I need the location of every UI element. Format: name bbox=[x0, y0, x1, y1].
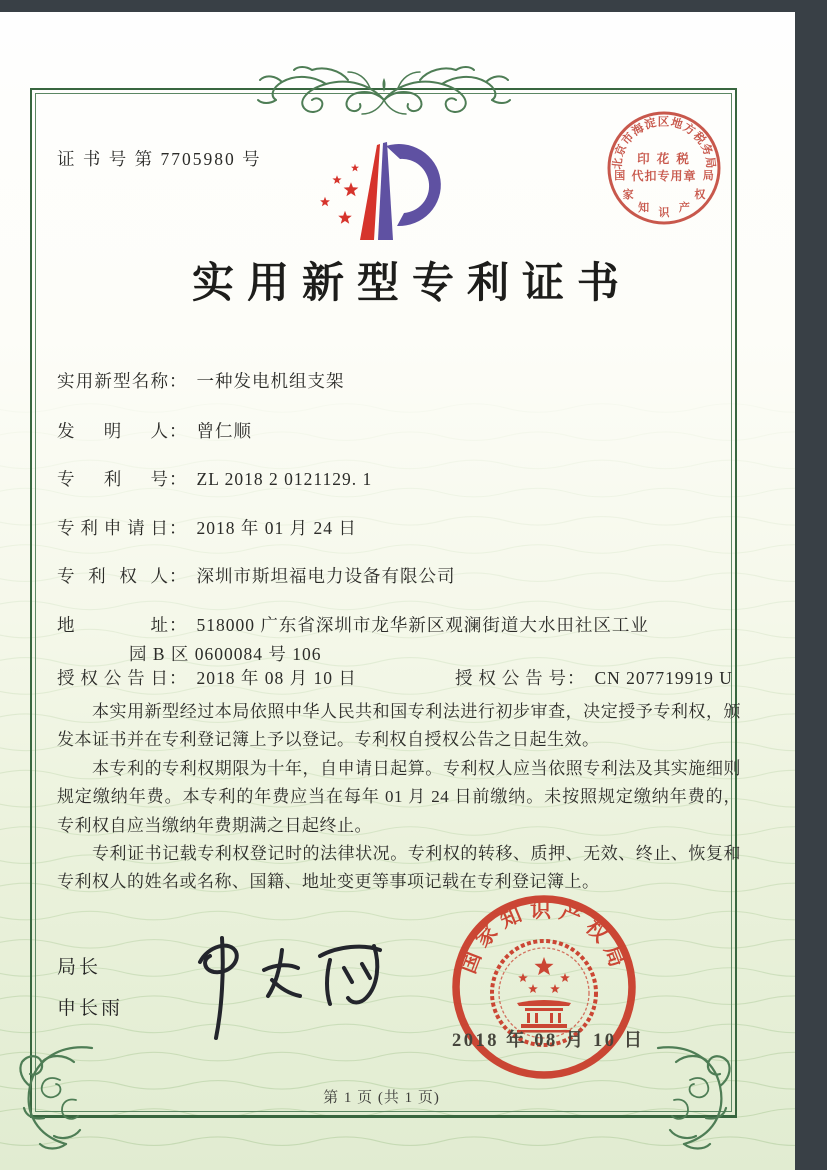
field-colon: ： bbox=[169, 566, 188, 586]
field-address-line2: 园 B 区 0600084 号 106 bbox=[129, 644, 322, 664]
field-value: ZL 2018 2 0121129. 1 bbox=[196, 469, 373, 489]
commissioner-signature bbox=[178, 920, 398, 1050]
field-label: 专利权人 bbox=[57, 566, 169, 586]
field-label: 专利申请日 bbox=[57, 518, 169, 538]
certificate-title: 实用新型专利证书 bbox=[191, 261, 632, 307]
commissioner-name: 申长雨 bbox=[57, 998, 124, 1019]
field-colon: ： bbox=[169, 668, 188, 688]
field-label: 授权公告号 bbox=[455, 668, 567, 688]
svg-text:权: 权 bbox=[694, 189, 706, 202]
field-colon: ： bbox=[169, 421, 188, 441]
field-value: 2018 年 08 月 10 日 bbox=[196, 668, 357, 688]
field-label: 发明人 bbox=[57, 421, 169, 441]
field-label: 专利号 bbox=[57, 469, 169, 489]
field-colon: ： bbox=[169, 615, 188, 635]
field-value: 深圳市斯坦福电力设备有限公司 bbox=[196, 566, 456, 586]
svg-text:产: 产 bbox=[678, 202, 690, 215]
legal-paragraph: 本实用新型经过本局依照中华人民共和国专利法进行初步审查，决定授予专利权，颁发本证书并在专利登记簿上予以登记。专利权自授权公告之日起生效。 bbox=[57, 702, 741, 750]
commissioner-title: 局长 bbox=[57, 957, 102, 978]
certificate-number: 证 书 号 第 7705980 号 bbox=[57, 149, 262, 169]
field-row-inventor bbox=[57, 418, 252, 443]
cnipa-logo-icon bbox=[300, 138, 520, 258]
field-colon: ： bbox=[169, 371, 188, 391]
field-row-address bbox=[57, 612, 649, 637]
field-value: CN 207719919 U bbox=[594, 668, 733, 688]
top-ornament-icon bbox=[252, 58, 516, 122]
svg-text:国: 国 bbox=[614, 169, 626, 182]
legal-paragraph: 专利证书记载专利权登记时的法律状况。专利权的转移、质押、无效、终止、恢复和专利权人的姓名或名称、国籍、地址变更等事项记载在专利登记簿上。 bbox=[57, 844, 741, 892]
field-value: 一种发电机组支架 bbox=[196, 371, 345, 391]
field-row-patentee bbox=[57, 563, 456, 588]
field-label: 授权公告日 bbox=[57, 668, 169, 688]
tax-stamp-icon bbox=[602, 106, 726, 230]
field-value: 2018 年 01 月 24 日 bbox=[196, 518, 357, 538]
svg-text:家: 家 bbox=[622, 189, 634, 202]
tax-stamp-center-line2: 代扣专用章 bbox=[631, 169, 697, 183]
svg-text:局: 局 bbox=[702, 169, 714, 182]
field-row-filing-date bbox=[57, 515, 357, 540]
field-label: 地址 bbox=[57, 615, 169, 635]
field-colon: ： bbox=[567, 668, 586, 688]
field-row-grant-number bbox=[455, 665, 733, 690]
cnipa-official-seal bbox=[444, 887, 644, 1087]
seal-arc-text: 国家知识产权局 bbox=[455, 898, 633, 977]
legal-paragraph: 本专利的专利权期限为十年，自申请日起算。专利权人应当依照专利法及其实施细则规定缴纳年费。本专利的年费应当在每年 01 月 24 日前缴纳。未按照规定缴纳年费的，专利权自应当缴纳年费期满之日起终止。 bbox=[57, 758, 741, 835]
tax-stamp-arc-text: 北京市海淀区地方税务局 bbox=[611, 116, 717, 171]
tax-stamp-center-line1: 印 花 税 bbox=[637, 152, 691, 166]
svg-text:知: 知 bbox=[638, 202, 650, 215]
field-colon: ： bbox=[169, 469, 188, 489]
field-colon: ： bbox=[169, 518, 188, 538]
page-indicator: 第 1 页 (共 1 页) bbox=[323, 1090, 440, 1106]
field-value: 曾仁顺 bbox=[196, 421, 252, 441]
legal-text-block bbox=[57, 698, 741, 897]
certificate-paper bbox=[0, 12, 795, 1170]
field-row-patent-no bbox=[57, 466, 372, 491]
field-row-name bbox=[57, 368, 345, 393]
field-value: 518000 广东省深圳市龙华新区观澜街道大水田社区工业 bbox=[196, 615, 649, 635]
field-label: 实用新型名称 bbox=[57, 371, 169, 391]
field-row-grant-date bbox=[57, 665, 357, 690]
svg-text:识: 识 bbox=[658, 207, 670, 219]
seal-date: 2018 年 08 月 10 日 bbox=[452, 1031, 645, 1051]
